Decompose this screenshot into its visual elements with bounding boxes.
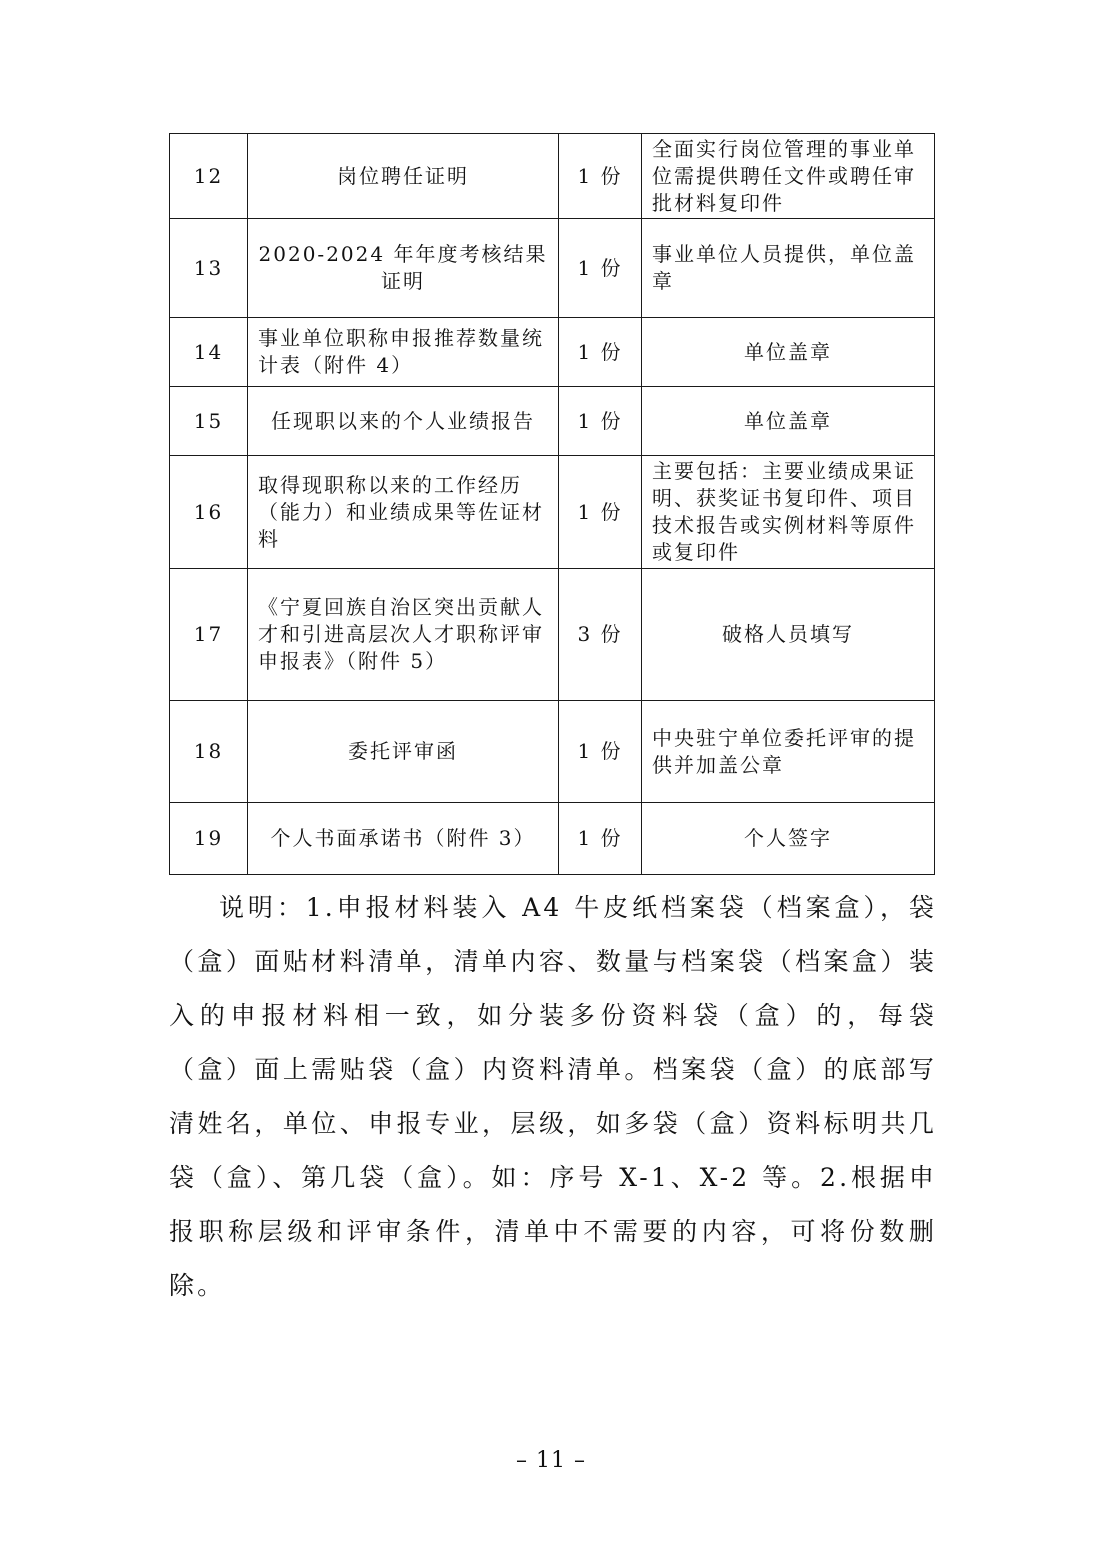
material-name: 取得现职称以来的工作经历（能力）和业绩成果等佐证材料 [248, 456, 559, 569]
table-row [170, 456, 935, 569]
row-number: 16 [170, 456, 248, 569]
material-note: 事业单位人员提供，单位盖章 [642, 219, 935, 318]
table-row [170, 803, 935, 875]
material-name: 2020-2024 年年度考核结果证明 [248, 219, 559, 318]
table-row [170, 318, 935, 387]
row-number: 15 [170, 387, 248, 456]
material-note: 中央驻宁单位委托评审的提供并加盖公章 [642, 701, 935, 803]
row-number: 18 [170, 701, 248, 803]
row-number: 17 [170, 569, 248, 701]
table-row [170, 387, 935, 456]
material-name: 个人书面承诺书（附件 3） [248, 803, 559, 875]
material-name: 任现职以来的个人业绩报告 [248, 387, 559, 456]
material-note: 全面实行岗位管理的事业单位需提供聘任文件或聘任审批材料复印件 [642, 134, 935, 219]
material-note: 单位盖章 [642, 318, 935, 387]
material-quantity: 1 份 [559, 456, 642, 569]
material-name: 岗位聘任证明 [248, 134, 559, 219]
material-quantity: 3 份 [559, 569, 642, 701]
material-quantity: 1 份 [559, 701, 642, 803]
notes-paragraph: 说明：1.申报材料装入 A4 牛皮纸档案袋（档案盒），袋（盒）面贴材料清单，清单内容、数量与档案袋（档案盒）装入的申报材料相一致，如分装多份资料袋（盒）的，每袋（盒）面上需贴袋（盒）内资料清单。档案袋（盒）的底部写清姓名，单位、申报专业，层级，如多袋（盒）资料标明共几袋（盒）、第几袋（盒）。如：序号 X-1、X-2 等。2.根据申报职称层级和评审条件，清单中不需要的内容，可将份数删除。 [169, 893, 937, 1300]
material-quantity: 1 份 [559, 803, 642, 875]
material-note: 主要包括：主要业绩成果证明、获奖证书复印件、项目技术报告或实例材料等原件或复印件 [642, 456, 935, 569]
material-quantity: 1 份 [559, 318, 642, 387]
table-row [170, 569, 935, 701]
material-quantity: 1 份 [559, 134, 642, 219]
material-note: 个人签字 [642, 803, 935, 875]
material-note: 破格人员填写 [642, 569, 935, 701]
material-name: 事业单位职称申报推荐数量统计表（附件 4） [248, 318, 559, 387]
table-row [170, 219, 935, 318]
row-number: 19 [170, 803, 248, 875]
row-number: 13 [170, 219, 248, 318]
row-number: 14 [170, 318, 248, 387]
material-note: 单位盖章 [642, 387, 935, 456]
material-name: 《宁夏回族自治区突出贡献人才和引进高层次人才职称评审申报表》（附件 5） [248, 569, 559, 701]
table-row [170, 701, 935, 803]
row-number: 12 [170, 134, 248, 219]
material-quantity: 1 份 [559, 219, 642, 318]
material-name: 委托评审函 [248, 701, 559, 803]
table-row [170, 134, 935, 219]
page-number: – 11 – [516, 1448, 586, 1473]
material-quantity: 1 份 [559, 387, 642, 456]
materials-table [169, 133, 935, 875]
